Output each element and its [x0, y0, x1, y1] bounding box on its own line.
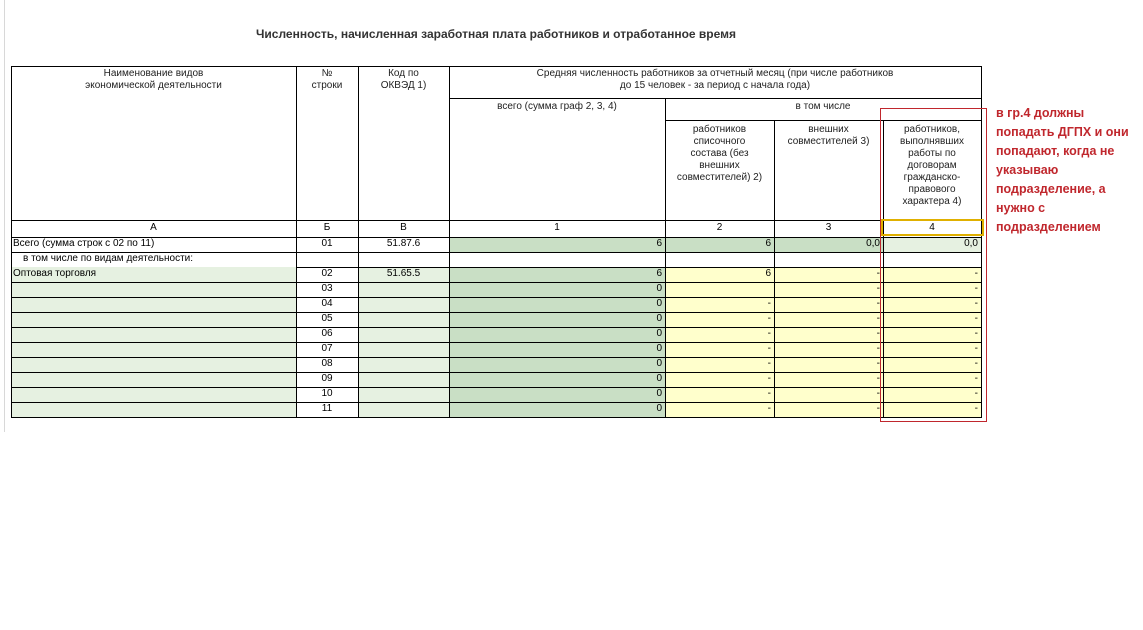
- row-value-4[interactable]: -: [974, 358, 978, 369]
- header-row-no: № строки: [311, 68, 343, 91]
- row-number: 09: [321, 373, 333, 384]
- grid-line: [774, 120, 775, 418]
- row-value-4[interactable]: -: [974, 403, 978, 414]
- row-value-1[interactable]: 6: [656, 268, 662, 279]
- row-value-1[interactable]: 0: [656, 343, 662, 354]
- row-value-3[interactable]: -: [876, 298, 880, 309]
- highlight-column-4: [880, 108, 987, 422]
- highlight-cell-4: [881, 219, 984, 236]
- row-value-3[interactable]: -: [876, 268, 880, 279]
- grid-line: [11, 66, 982, 67]
- grid-line: [11, 220, 982, 221]
- row-value-2[interactable]: -: [767, 298, 771, 309]
- row-value-4[interactable]: 0,0: [964, 238, 978, 249]
- row-value-2[interactable]: -: [767, 313, 771, 324]
- row-value-4[interactable]: -: [974, 313, 978, 324]
- row-value-2[interactable]: -: [767, 373, 771, 384]
- grid-line: [11, 312, 982, 313]
- header-letter: В: [400, 222, 407, 233]
- row-code[interactable]: [358, 312, 449, 327]
- header-col-3: внешних совместителей 3): [787, 124, 870, 147]
- grid-line: [449, 98, 982, 99]
- row-number: 08: [321, 358, 333, 369]
- row-name: в том числе по видам деятельности:: [23, 253, 194, 264]
- grid-line: [11, 66, 12, 418]
- row-number: 01: [321, 238, 333, 249]
- row-value-3[interactable]: -: [876, 283, 880, 294]
- row-code[interactable]: [358, 387, 449, 402]
- row-value-1: [449, 252, 665, 267]
- annotation-note: в гр.4 должны попадать ДГПХ и они попадают, когда не указываю подразделение, а нужно с подразделением: [996, 106, 1129, 234]
- grid-line: [11, 357, 982, 358]
- row-value-4[interactable]: -: [974, 298, 978, 309]
- row-value-2[interactable]: -: [767, 328, 771, 339]
- grid-line: [11, 282, 982, 283]
- grid-line: [11, 237, 982, 238]
- row-value-4[interactable]: -: [974, 328, 978, 339]
- row-number: 05: [321, 313, 333, 324]
- row-value-2[interactable]: -: [767, 343, 771, 354]
- header-letter: А: [150, 222, 157, 233]
- grid-line: [11, 387, 982, 388]
- row-value-2: [665, 252, 774, 267]
- header-letter: Б: [323, 222, 331, 233]
- grid-line: [11, 342, 982, 343]
- row-value-3[interactable]: -: [876, 403, 880, 414]
- row-value-1[interactable]: 0: [656, 283, 662, 294]
- row-value-1[interactable]: 0: [656, 313, 662, 324]
- row-value-1[interactable]: 0: [656, 373, 662, 384]
- row-value-1[interactable]: 0: [656, 298, 662, 309]
- row-name: [11, 327, 296, 342]
- row-value-2[interactable]: -: [767, 388, 771, 399]
- row-code[interactable]: [358, 372, 449, 387]
- row-value-3[interactable]: -: [876, 343, 880, 354]
- row-name: [11, 372, 296, 387]
- row-value-3[interactable]: -: [876, 358, 880, 369]
- row-value-3[interactable]: 0,0: [866, 238, 880, 249]
- row-code: 51.87.6: [386, 238, 421, 249]
- header-average: Средняя численность работников за отчетный месяц (при числе работников до 15 человек - за период с начала года): [536, 68, 894, 91]
- grid-line: [11, 402, 982, 403]
- row-value-4[interactable]: -: [974, 388, 978, 399]
- header-letter: 2: [716, 222, 723, 233]
- header-including: в том числе: [795, 101, 851, 112]
- row-name: [11, 387, 296, 402]
- row-number: [296, 252, 358, 267]
- row-code[interactable]: [358, 327, 449, 342]
- row-name: [11, 297, 296, 312]
- row-number: 06: [321, 328, 333, 339]
- row-value-3: [774, 252, 883, 267]
- row-value-1[interactable]: 0: [656, 328, 662, 339]
- row-value-1[interactable]: 0: [656, 403, 662, 414]
- row-value-3[interactable]: -: [876, 388, 880, 399]
- row-name: [11, 342, 296, 357]
- row-value-2[interactable]: 6: [765, 238, 771, 249]
- row-value-4[interactable]: -: [974, 373, 978, 384]
- row-code[interactable]: [358, 282, 449, 297]
- row-name: [11, 282, 296, 297]
- header-col-2: работников списочного состава (без внешних совместителей) 2): [676, 124, 763, 183]
- row-value-3[interactable]: -: [876, 313, 880, 324]
- row-code[interactable]: [358, 342, 449, 357]
- header-letter: 1: [554, 222, 560, 233]
- row-value-4[interactable]: -: [974, 268, 978, 279]
- row-value-1[interactable]: 0: [656, 358, 662, 369]
- row-value-2[interactable]: -: [767, 358, 771, 369]
- row-code[interactable]: [358, 297, 449, 312]
- row-number: 10: [321, 388, 333, 399]
- row-name: [11, 357, 296, 372]
- header-letter: 3: [825, 222, 832, 233]
- row-code: [358, 252, 449, 267]
- row-number: 03: [321, 283, 333, 294]
- row-number: 02: [321, 268, 333, 279]
- row-value-3[interactable]: -: [876, 373, 880, 384]
- row-value-3[interactable]: -: [876, 328, 880, 339]
- row-name: [11, 312, 296, 327]
- row-value-1[interactable]: 6: [656, 238, 662, 249]
- row-code[interactable]: 51.65.5: [386, 268, 421, 279]
- header-name: Наименование видов экономической деятельности: [85, 68, 222, 91]
- row-number: 04: [321, 298, 333, 309]
- grid-line: [449, 66, 450, 418]
- grid-line: [11, 327, 982, 328]
- row-name: Всего (сумма строк с 02 по 11): [13, 238, 155, 249]
- row-code[interactable]: [358, 357, 449, 372]
- row-number: 11: [321, 403, 333, 414]
- grid-line: [11, 372, 982, 373]
- grid-line: [11, 297, 982, 298]
- grid-line: [665, 98, 666, 418]
- row-name: [11, 402, 296, 417]
- row-value-4[interactable]: -: [974, 283, 978, 294]
- row-value-1[interactable]: 0: [656, 388, 662, 399]
- header-letter: 4: [929, 222, 935, 233]
- header-col-4: работников, выполнявших работы по договорам гражданско- правового характера 4): [900, 124, 964, 207]
- window-edge: [4, 0, 5, 432]
- row-value-2[interactable]: -: [767, 403, 771, 414]
- grid-line: [11, 252, 982, 253]
- row-code[interactable]: [358, 402, 449, 417]
- row-value-2[interactable]: [665, 282, 774, 297]
- header-code: Код по ОКВЭД 1): [380, 68, 427, 91]
- grid-line: [296, 66, 297, 418]
- page-title: Численность, начисленная заработная плата работников и отработанное время: [255, 27, 737, 41]
- row-value-2[interactable]: 6: [765, 268, 771, 279]
- row-value-4[interactable]: -: [974, 343, 978, 354]
- row-name: Оптовая торговля: [13, 268, 97, 279]
- grid-line: [358, 66, 359, 418]
- row-number: 07: [321, 343, 333, 354]
- grid-line: [11, 417, 982, 418]
- header-total: всего (сумма граф 2, 3, 4): [497, 101, 617, 112]
